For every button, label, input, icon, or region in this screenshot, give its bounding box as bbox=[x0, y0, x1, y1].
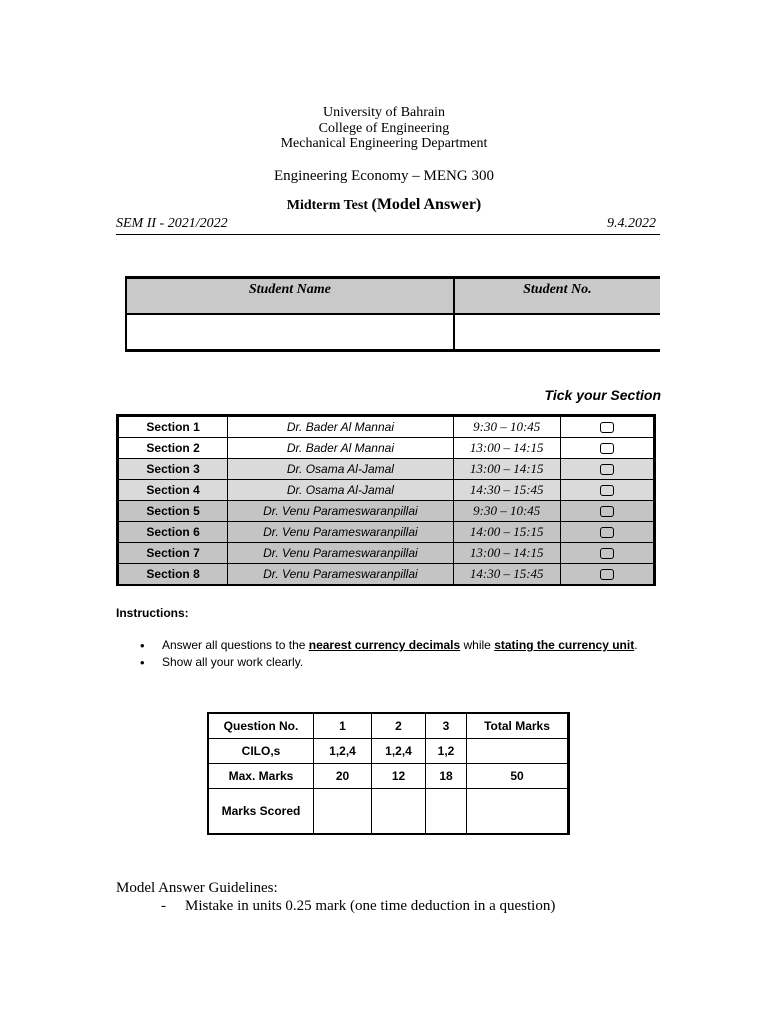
section-time: 9:30 – 10:45 bbox=[453, 416, 560, 438]
section-time: 9:30 – 10:45 bbox=[453, 501, 560, 522]
table-cell: Question No. bbox=[208, 713, 314, 739]
section-label: Section 3 bbox=[118, 459, 228, 480]
section-row-8 bbox=[118, 564, 655, 586]
table-cell bbox=[467, 739, 569, 764]
checkbox-icon[interactable] bbox=[600, 506, 614, 517]
section-checkbox-cell[interactable] bbox=[560, 543, 654, 564]
section-time: 13:00 – 14:15 bbox=[453, 438, 560, 459]
student-number-header: Student No. bbox=[454, 278, 660, 315]
section-label: Section 6 bbox=[118, 522, 228, 543]
guidelines-title: Model Answer Guidelines: bbox=[116, 880, 278, 896]
table-cell: Max. Marks bbox=[208, 764, 314, 789]
semester-row bbox=[116, 216, 660, 235]
tick-section-label: Tick your Section bbox=[544, 387, 661, 403]
section-label: Section 4 bbox=[118, 480, 228, 501]
section-label: Section 1 bbox=[118, 416, 228, 438]
instruction-text: while bbox=[460, 638, 495, 652]
student-info-table bbox=[125, 276, 660, 352]
table-cell: CILO,s bbox=[208, 739, 314, 764]
table-row bbox=[208, 713, 569, 739]
section-checkbox-cell[interactable] bbox=[560, 416, 654, 438]
university-name: University of Bahrain bbox=[322, 105, 446, 120]
section-label: Section 5 bbox=[118, 501, 228, 522]
section-time: 13:00 – 14:15 bbox=[453, 459, 560, 480]
checkbox-icon[interactable] bbox=[600, 548, 614, 559]
guideline-item bbox=[161, 898, 555, 915]
table-cell: Marks Scored bbox=[208, 789, 314, 835]
section-checkbox-cell[interactable] bbox=[560, 564, 654, 586]
section-label: Section 7 bbox=[118, 543, 228, 564]
instructor-name: Dr. Bader Al Mannai bbox=[228, 416, 453, 438]
section-row-2 bbox=[118, 438, 655, 459]
section-time: 13:00 – 14:15 bbox=[453, 543, 560, 564]
section-row-6 bbox=[118, 522, 655, 543]
instructor-name: Dr. Osama Al-Jamal bbox=[228, 459, 453, 480]
test-title-text: Midterm Test bbox=[286, 198, 368, 213]
marks-scored-field[interactable] bbox=[372, 789, 426, 835]
college-name: College of Engineering bbox=[318, 121, 450, 136]
section-time: 14:30 – 15:45 bbox=[453, 480, 560, 501]
marks-table bbox=[207, 712, 570, 835]
section-row-3 bbox=[118, 459, 655, 480]
list-item bbox=[140, 637, 638, 654]
table-row bbox=[208, 739, 569, 764]
instruction-text: Answer all questions to the bbox=[162, 638, 309, 652]
checkbox-icon[interactable] bbox=[600, 485, 614, 496]
instructions-list bbox=[140, 637, 638, 671]
checkbox-icon[interactable] bbox=[600, 422, 614, 433]
section-checkbox-cell[interactable] bbox=[560, 459, 654, 480]
checkbox-icon[interactable] bbox=[600, 527, 614, 538]
marks-scored-field[interactable] bbox=[314, 789, 372, 835]
section-checkbox-cell[interactable] bbox=[560, 522, 654, 543]
table-row bbox=[208, 789, 569, 835]
test-title bbox=[0, 197, 768, 214]
department-name: Mechanical Engineering Department bbox=[280, 136, 488, 151]
table-cell: 1,2 bbox=[426, 739, 467, 764]
instruction-text: . bbox=[634, 638, 638, 652]
student-number-field[interactable] bbox=[454, 314, 660, 351]
section-checkbox-cell[interactable] bbox=[560, 480, 654, 501]
section-time: 14:30 – 15:45 bbox=[453, 564, 560, 586]
section-row-5 bbox=[118, 501, 655, 522]
instructor-name: Dr. Venu Parameswaranpillai bbox=[228, 543, 453, 564]
table-row bbox=[208, 764, 569, 789]
checkbox-icon[interactable] bbox=[600, 443, 614, 454]
semester-label: SEM II - 2021/2022 bbox=[116, 216, 228, 231]
exam-date: 9.4.2022 bbox=[607, 216, 656, 231]
section-time: 14:00 – 15:15 bbox=[453, 522, 560, 543]
marks-scored-field[interactable] bbox=[426, 789, 467, 835]
guideline-dash: - bbox=[161, 898, 166, 914]
table-cell: 2 bbox=[372, 713, 426, 739]
section-row-1 bbox=[118, 416, 655, 438]
student-name-header: Student Name bbox=[126, 278, 454, 315]
section-table bbox=[116, 414, 656, 586]
section-label: Section 2 bbox=[118, 438, 228, 459]
list-item: • Show all your work clearly. bbox=[140, 654, 638, 671]
test-subtitle: (Model Answer) bbox=[371, 196, 482, 213]
table-cell: 1,2,4 bbox=[372, 739, 426, 764]
table-cell: 18 bbox=[426, 764, 467, 789]
table-cell: Total Marks bbox=[467, 713, 569, 739]
table-cell: 3 bbox=[426, 713, 467, 739]
instructor-name: Dr. Venu Parameswaranpillai bbox=[228, 522, 453, 543]
instructions-title: Instructions: bbox=[116, 606, 189, 620]
instructor-name: Dr. Bader Al Mannai bbox=[228, 438, 453, 459]
instructor-name: Dr. Venu Parameswaranpillai bbox=[228, 501, 453, 522]
marks-scored-field[interactable] bbox=[467, 789, 569, 835]
table-cell: 50 bbox=[467, 764, 569, 789]
instruction-emphasis: nearest currency decimals bbox=[308, 638, 461, 652]
guideline-text: Mistake in units 0.25 mark (one time deduction in a question) bbox=[185, 898, 556, 914]
section-row-4 bbox=[118, 480, 655, 501]
table-cell: 1 bbox=[314, 713, 372, 739]
checkbox-icon[interactable] bbox=[600, 569, 614, 580]
instruction-emphasis: stating the currency unit bbox=[494, 638, 635, 652]
section-checkbox-cell[interactable] bbox=[560, 501, 654, 522]
section-row-7 bbox=[118, 543, 655, 564]
section-checkbox-cell[interactable] bbox=[560, 438, 654, 459]
course-title: Engineering Economy – MENG 300 bbox=[274, 168, 494, 184]
table-cell: 12 bbox=[372, 764, 426, 789]
instructor-name: Dr. Osama Al-Jamal bbox=[228, 480, 453, 501]
instructor-name: Dr. Venu Parameswaranpillai bbox=[228, 564, 453, 586]
checkbox-icon[interactable] bbox=[600, 464, 614, 475]
section-label: Section 8 bbox=[118, 564, 228, 586]
table-cell: 20 bbox=[314, 764, 372, 789]
student-name-field[interactable] bbox=[126, 314, 454, 351]
table-cell: 1,2,4 bbox=[314, 739, 372, 764]
